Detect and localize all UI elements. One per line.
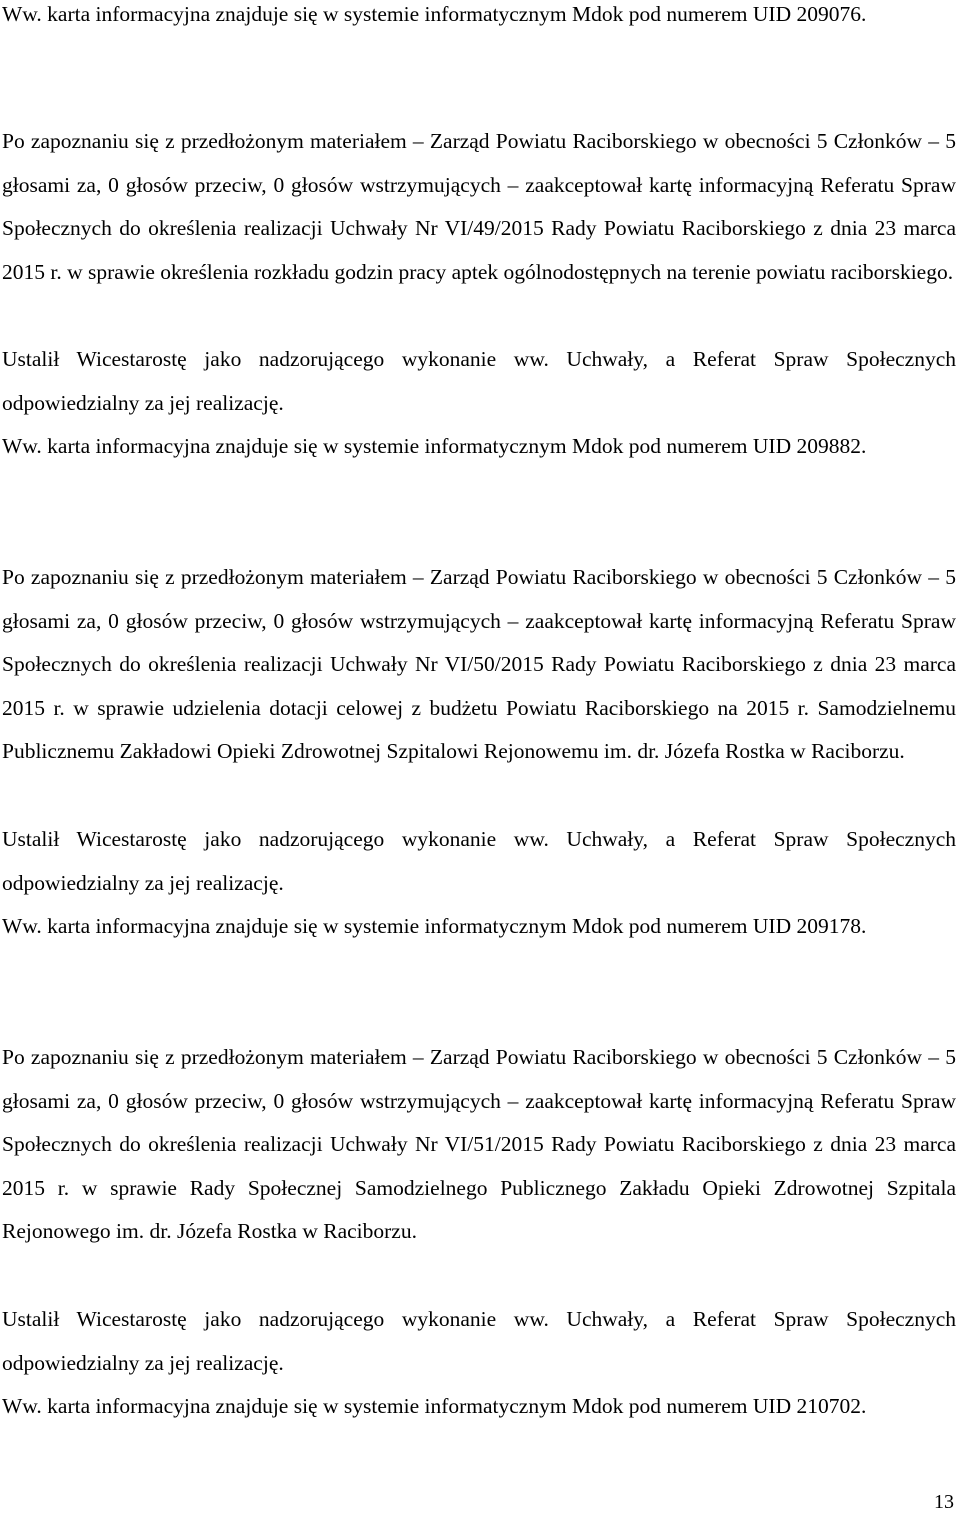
paragraph-zarzad-decision-50: Po zapoznaniu się z przedłożonym materiałem – Zarząd Powiatu Raciborskiego w obecności 5 Członków – 5 głosami za, 0 głosów przeciw, 0 głosów wstrzymujących – zaakceptował kartę informacyjną Referatu Spraw Społecznych do określenia realizacji Uchwały Nr VI/50/2015 Rady Powiatu Raciborskiego z dnia 23 marca 2015 r. w sprawie udzielenia dotacji celowej z budżetu Powiatu Raciborskiego na 2015 r. Samodzielnemu Publicznemu Zakładowi Opieki Zdrowotnej Szpitalowi Rejonowemu im. dr. Józefa Rostka w Raciborzu. <box>2 565 956 764</box>
paragraph-karta-209076: Ww. karta informacyjna znajduje się w systemie informatycznym Mdok pod numerem UID 209076. <box>2 2 867 26</box>
paragraph-zarzad-decision-49: Po zapoznaniu się z przedłożonym materiałem – Zarząd Powiatu Raciborskiego w obecności 5 Członków – 5 głosami za, 0 głosów przeciw, 0 głosów wstrzymujących – zaakceptował kartę informacyjną Referatu Spraw Społecznych do określenia realizacji Uchwały Nr VI/49/2015 Rady Powiatu Raciborskiego z dnia 23 marca 2015 r. w sprawie określenia rozkładu godzin pracy aptek ogólnodostępnych na terenie powiatu raciborskiego. <box>2 129 956 284</box>
paragraph-karta-210702: Ww. karta informacyjna znajduje się w systemie informatycznym Mdok pod numerem UID 210702. <box>2 1394 867 1418</box>
paragraph-zarzad-decision-51: Po zapoznaniu się z przedłożonym materiałem – Zarząd Powiatu Raciborskiego w obecności 5 Członków – 5 głosami za, 0 głosów przeciw, 0 głosów wstrzymujących – zaakceptował kartę informacyjną Referatu Spraw Społecznych do określenia realizacji Uchwały Nr VI/51/2015 Rady Powiatu Raciborskiego z dnia 23 marca 2015 r. w sprawie Rady Społecznej Samodzielnego Publicznego Zakładu Opieki Zdrowotnej Szpitala Rejonowego im. dr. Józefa Rostka w Raciborzu. <box>2 1045 956 1244</box>
paragraph-karta-209178: Ww. karta informacyjna znajduje się w systemie informatycznym Mdok pod numerem UID 209178. <box>2 914 867 938</box>
paragraph-ustalil-51: Ustalił Wicestarostę jako nadzorującego wykonanie ww. Uchwały, a Referat Spraw Społecznych odpowiedzialny za jej realizację. <box>2 1307 956 1375</box>
paragraph-karta-209882: Ww. karta informacyjna znajduje się w systemie informatycznym Mdok pod numerem UID 209882. <box>2 434 867 458</box>
page-number: 13 <box>934 1491 954 1513</box>
paragraph-ustalil-50: Ustalił Wicestarostę jako nadzorującego wykonanie ww. Uchwały, a Referat Spraw Społecznych odpowiedzialny za jej realizację. <box>2 827 956 895</box>
paragraph-ustalil-49: Ustalił Wicestarostę jako nadzorującego wykonanie ww. Uchwały, a Referat Spraw Społecznych odpowiedzialny za jej realizację. <box>2 347 956 415</box>
